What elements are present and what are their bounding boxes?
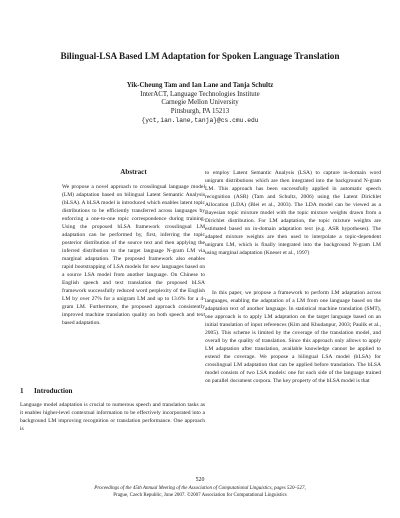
paper-title: Bilingual-LSA Based LM Adaptation for Spoken Language Translation: [60, 51, 340, 61]
footer-proceedings-line: Proceedings of the 45th Annual Meeting of the Association of Computational Linguistics, pages 520–527,: [94, 486, 306, 491]
section-heading-introduction: [20, 387, 205, 395]
footer-copyright-line: Prague, Czech Republic, June 2007. ©2007 Association for Computational Linguistics: [113, 492, 287, 498]
right-column-paragraph-1: to employ Latent Semantic Analysis (LSA) to capture in-domain word unigram distributions which are then integrated into the background N-gram LM. This approach has been successfully applied in automatic speech recognition (ASR) (Tam and Schultz, 2006) using the Latent Dirichlet Allocation (LDA) (Blei et al., 2003). The LDA model can be viewed as a Bayesian topic mixture model with the topic mixture weights drawn from a Dirichlet distribution. For LM adaptation, the topic mixture weights are estimated based on in-domain adaptation text (e.g. ASR hypotheses). The adapted mixture weights are then used to interpolate a topic-dependent unigram LM, which is finally integrated into the background N-gram LM using marginal adaptation (Kneser et al., 1997): [205, 170, 381, 256]
university: Carnegie Mellon University: [161, 99, 239, 107]
abstract-heading: Abstract: [120, 168, 147, 176]
affiliation: InterACT, Language Technologies Institute: [140, 90, 260, 98]
page-number: 520: [195, 477, 205, 483]
author-email: {yct,ian.lane,tanja}@cs.cmu.edu: [141, 116, 259, 124]
author-names: Yik-Cheung Tam and Ian Lane and Tanja Schultz: [126, 82, 274, 89]
right-column-paragraph-2: In this paper, we propose a framework to perform LM adaptation across languages, enabling the adaptation of a LM from one language based on the adaptation text of another language. In statistical machine translation (SMT), one approach is to apply LM adaptation on the target language based on an initial translation of input references (Kim and Khudanpur, 2003; Paulik et al., 2005). This scheme is limited by the coverage of the translation model, and overall by the quality of translation. Since this approach only allows to apply LM adaptation after translation, available knowledge cannot be applied to extend the coverage. We propose a bilingual LSA model (bLSA) for crosslingual LM adaptation that can be applied before translation. The bLSA model consists of two LSA models: one for each side of the language trained on parallel document corpora. The key property of the bLSA model is that: [205, 290, 381, 384]
proceedings-footer: [20, 486, 380, 499]
section-title: Introduction: [34, 387, 73, 395]
author-block: [60, 82, 340, 126]
section-number: 1: [20, 387, 24, 395]
address: Pittsburgh, PA 15213: [170, 108, 230, 116]
introduction-text: Language model adaptation is crucial to numerous speech and translation tasks as it enables higher-level contextual information to be effectively incorporated into a background LM improving recognition or translation performance. One approach is: [20, 402, 205, 432]
abstract-text: We propose a novel approach to crosslingual language model (LM) adaptation based on bilingual Latent Semantic Analysis (bLSA). A bLSA model is introduced which enables latent topic distributions to be efficiently transferred across languages by enforcing a one-to-one topic correspondence during training. Using the proposed bLSA framework crosslingual LM adaptation can be performed by, first, inferring the topic posterior distribution of the source text and then applying the inferred distribution to the target language N-gram LM via marginal adaptation. The proposed framework also enables rapid bootstrapping of LSA models for new languages based on a source LSA model from another language. On Chinese to English speech and text translation the proposed bLSA framework successfully reduced word perplexity of the English LM by over 27% for a unigram LM and up to 13.6% for a 4-gram LM. Furthermore, the proposed approach consistently improved machine translation quality on both speech and text based adaptation.: [62, 184, 205, 326]
